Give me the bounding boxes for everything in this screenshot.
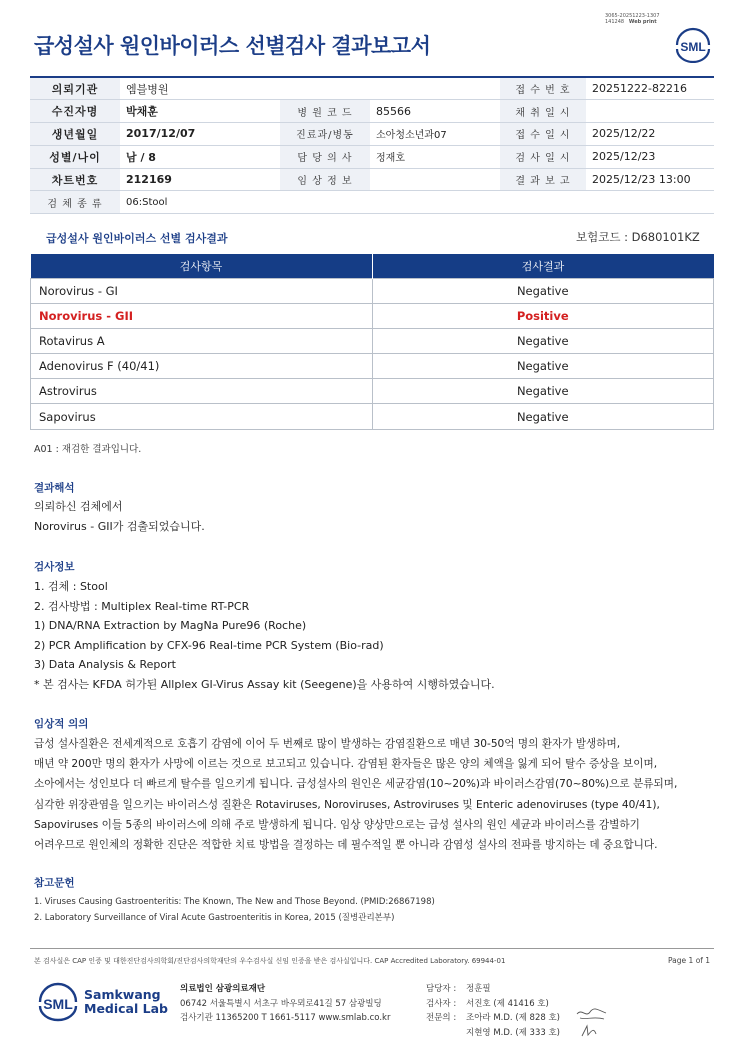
col-header-item: 검사항목	[31, 254, 373, 278]
clinical-line: 심각한 위장관염을 일으키는 바이러스성 질환은 Rotaviruses, Noroviruses, Astroviruses 및 Enteric adenoviruses (type 40/41),	[34, 798, 660, 811]
retest-note: A01 : 재검한 결과입니다.	[34, 444, 142, 455]
test-item: Sapovirus	[31, 404, 373, 429]
info-label: 담 당 의 사	[280, 145, 370, 168]
info-value: 남 / 8	[120, 145, 280, 168]
info-row	[30, 77, 714, 100]
staff-name: 정훈필	[466, 984, 491, 994]
info-label: 차트번호	[30, 168, 120, 191]
info-row	[30, 145, 714, 168]
clinical-line: Sapoviruses 이들 5종의 바이러스에 의해 주로 발생하게 됩니다. 임상 양상만으로는 급성 설사의 원인 세균과 바이러스를 감별하기	[34, 818, 640, 831]
table-row	[31, 379, 714, 404]
test-result: Negative	[372, 379, 714, 404]
staff-row	[426, 982, 560, 997]
test-item: Norovirus - GII	[31, 303, 373, 328]
reference-item: 1. Viruses Causing Gastroenteritis: The Known, The New and Those Beyond. (PMID:26867198)	[34, 897, 435, 907]
staff-role: 전문의 :	[426, 1013, 457, 1023]
document-code	[605, 13, 695, 25]
staff-row	[426, 1011, 560, 1026]
test-info-line: 1. 검체 : Stool	[34, 580, 108, 593]
logo-text: SML	[680, 40, 706, 54]
info-label: 수진자명	[30, 100, 120, 123]
reference-item: 2. Laboratory Surveillance of Viral Acute Gastroenteritis in Korea, 2015 (질병관리본부)	[34, 913, 395, 923]
test-result: Negative	[372, 328, 714, 353]
interpretation-line: 의뢰하신 검체에서	[34, 500, 123, 513]
specimen-value: 06:Stool	[120, 191, 714, 214]
staff-role: 검사자 :	[426, 998, 457, 1009]
info-label: 채 취 일 시	[500, 100, 586, 123]
test-result: Negative	[372, 404, 714, 429]
table-row	[31, 404, 714, 429]
specimen-label: 검 체 종 류	[30, 191, 120, 214]
references-heading: 참고문헌	[34, 877, 75, 889]
test-info-line: 3) Data Analysis & Report	[34, 658, 176, 672]
info-value: 85566	[370, 100, 500, 123]
results-table	[30, 254, 714, 430]
table-row	[31, 354, 714, 379]
info-value: 2025/12/23	[586, 145, 714, 168]
code-line-2: 141248	[605, 19, 625, 25]
info-row	[30, 168, 714, 191]
info-label: 검 사 일 시	[500, 145, 586, 168]
info-value: 212169	[120, 168, 280, 191]
info-value	[370, 168, 500, 191]
test-item: Norovirus - GI	[31, 278, 373, 303]
staff-list	[426, 982, 560, 1040]
logo-text: SML	[43, 996, 73, 1012]
info-value: 소아청소년과07	[370, 123, 500, 146]
info-row	[30, 191, 714, 214]
sml-logo-icon	[673, 27, 713, 63]
organization-info	[180, 982, 390, 1026]
insurance-code: 보험코드 : D680101KZ	[576, 230, 700, 244]
info-label: 진료과/병동	[280, 123, 370, 146]
staff-name: 지현영 M.D. (제 333 호)	[466, 1027, 561, 1038]
table-row	[31, 328, 714, 353]
test-item: Astrovirus	[31, 379, 373, 404]
staff-name: 서진호 (제 41416 호)	[466, 998, 549, 1009]
info-value	[586, 100, 714, 123]
sml-logo-icon	[36, 982, 80, 1022]
results-header-row	[31, 254, 714, 278]
staff-row	[426, 997, 560, 1012]
info-value: 정재호	[370, 145, 500, 168]
report-title: 급성설사 원인바이러스 선별검사 결과보고서	[34, 34, 431, 58]
test-info-line: 2) PCR Amplification by CFX-96 Real-time PCR System (Bio-rad)	[34, 638, 384, 652]
info-label: 병 원 코 드	[280, 100, 370, 123]
patient-info-table	[30, 76, 714, 214]
info-label: 의뢰기관	[30, 77, 120, 100]
info-label: 성별/나이	[30, 145, 120, 168]
brand-line: Samkwang	[84, 987, 161, 1002]
clinical-heading: 임상적 의의	[34, 718, 89, 730]
test-item: Rotavirus A	[31, 328, 373, 353]
info-label: 생년월일	[30, 123, 120, 146]
interpretation-line: Norovirus - GII가 검출되었습니다.	[34, 519, 205, 533]
info-label: 접 수 번 호	[500, 77, 586, 100]
info-row	[30, 100, 714, 123]
info-value: 엠블병원	[120, 77, 500, 100]
info-row	[30, 123, 714, 146]
org-name: 의료법인 삼광의료재단	[180, 984, 266, 994]
code-line-1: 3065-20251223-1307	[605, 13, 660, 19]
test-info-line: * 본 검사는 KFDA 허가된 Allplex GI-Virus Assay kit (Seegene)을 사용하여 시행하였습니다.	[34, 677, 495, 691]
staff-role	[426, 1026, 466, 1041]
info-value: 2025/12/22	[586, 123, 714, 146]
interpretation-text	[34, 497, 205, 536]
org-contact: 검사기관 11365200 T 1661-5117 www.smlab.co.kr	[180, 1013, 391, 1023]
table-row-positive	[31, 303, 714, 328]
staff-row	[426, 1026, 560, 1041]
table-row	[31, 278, 714, 303]
signature-icon	[574, 1006, 610, 1040]
col-header-result: 검사결과	[372, 254, 714, 278]
test-result: Negative	[372, 278, 714, 303]
clinical-line: 어려우므로 원인체의 정확한 진단은 적합한 치료 방법을 결정하는 데 필수적일 뿐 아니라 감염성 설사의 전파를 방지하는 데 중요합니다.	[34, 839, 658, 852]
results-section-title: 급성설사 원인바이러스 선별 검사결과	[46, 232, 228, 245]
info-value: 박채훈	[120, 100, 280, 123]
info-value: 20251222-82216	[586, 77, 714, 100]
references-list	[34, 894, 435, 926]
brand-name	[84, 988, 168, 1016]
staff-name: 조아라 M.D. (제 828 호)	[466, 1013, 561, 1023]
test-info-text	[34, 577, 495, 695]
footer-divider	[30, 948, 714, 949]
info-label: 결 과 보 고	[500, 168, 586, 191]
accreditation-note: 본 검사실은 CAP 인증 및 대한진단검사의학회/진단검사의학재단의 우수검사실 신임 인증을 받은 검사실입니다. CAP Accredited Laboratory. 69944-01	[34, 957, 506, 965]
test-info-line: 2. 검사방법 : Multiplex Real-time RT-PCR	[34, 599, 250, 613]
test-item: Adenovirus F (40/41)	[31, 354, 373, 379]
info-label: 접 수 일 시	[500, 123, 586, 146]
clinical-line: 매년 약 200만 명의 환자가 사망에 이르는 것으로 보고되고 있습니다. 감염된 환자들은 많은 양의 체액을 잃게 되어 탈수 증상을 보이며,	[34, 758, 658, 771]
clinical-text	[34, 734, 677, 855]
page-number: Page 1 of 1	[668, 956, 711, 965]
clinical-line: 급성 설사질환은 전세계적으로 호흡기 감염에 이어 두 번째로 많이 발생하는 감염질환으로 매년 30-50억 명의 환자가 발생하며,	[34, 738, 621, 750]
web-print-label: Web print	[628, 19, 657, 25]
brand-line: Medical Lab	[84, 1001, 168, 1016]
test-result: Positive	[372, 303, 714, 328]
interpretation-heading: 결과해석	[34, 482, 75, 494]
staff-role: 담당자 :	[426, 984, 457, 994]
info-value: 2025/12/23 13:00	[586, 168, 714, 191]
test-info-line: 1) DNA/RNA Extraction by MagNa Pure96 (Roche)	[34, 619, 307, 633]
clinical-line: 소아에서는 성인보다 더 빠르게 탈수를 일으키게 됩니다. 급성설사의 원인은 세균감염(10~20%)과 바이러스감염(70~80%)으로 분류되며,	[34, 778, 678, 791]
info-value: 2017/12/07	[120, 123, 280, 146]
test-info-heading: 검사정보	[34, 561, 75, 573]
org-address: 06742 서울특별시 서초구 바우뫼로41길 57 삼광빌딩	[180, 998, 382, 1009]
test-result: Negative	[372, 354, 714, 379]
info-label: 임 상 정 보	[280, 168, 370, 191]
